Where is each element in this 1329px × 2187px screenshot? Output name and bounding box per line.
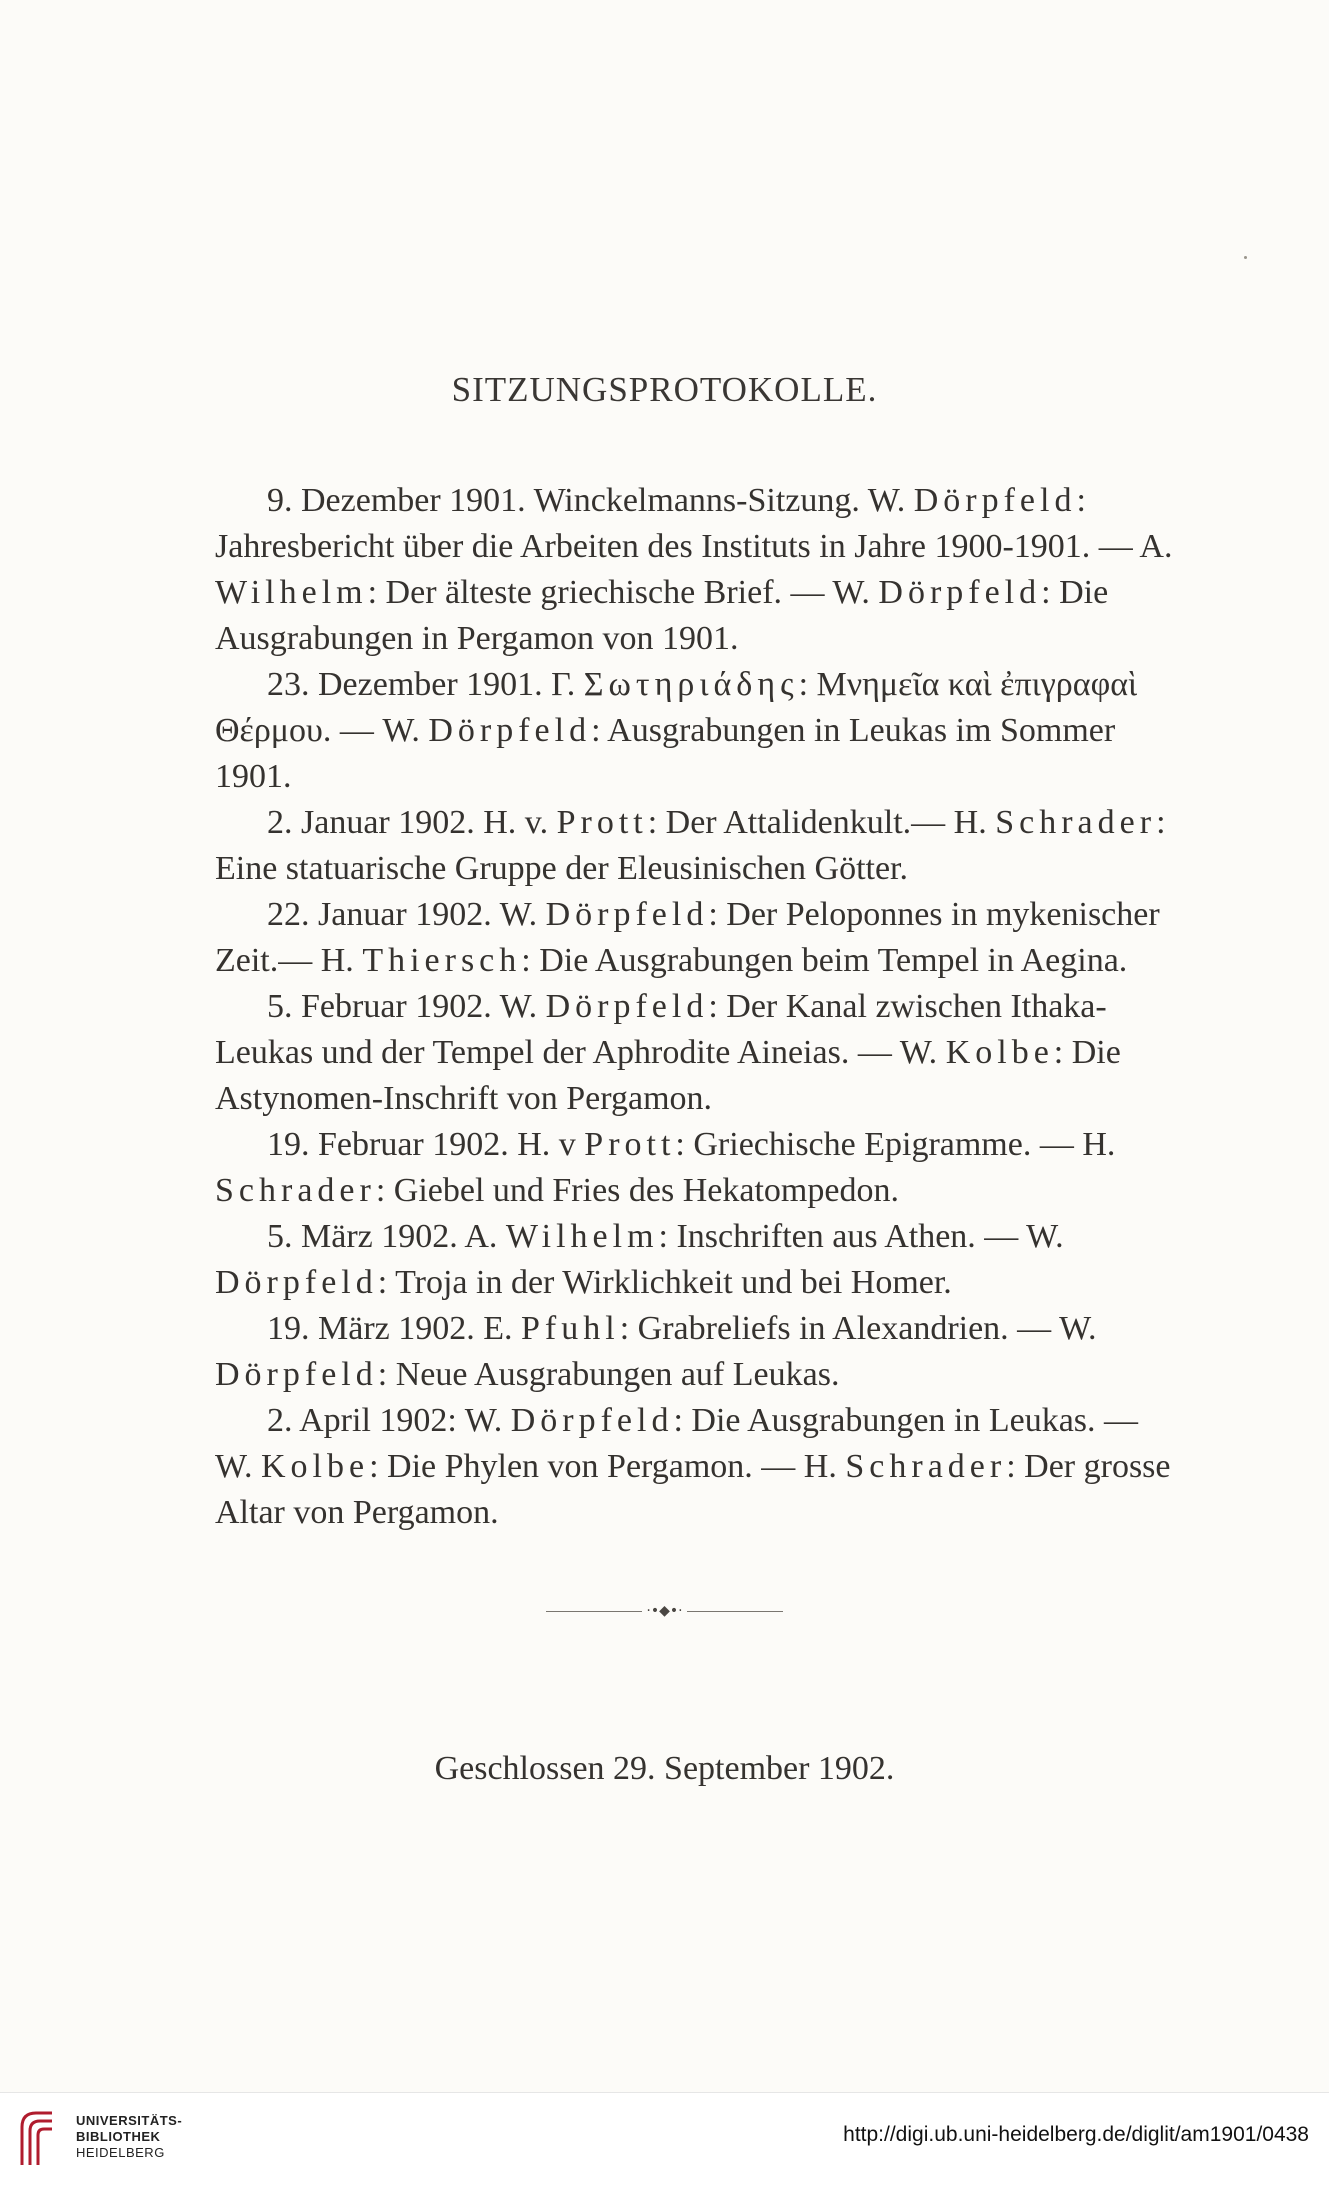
speaker-name: Schrader	[215, 1172, 376, 1209]
separator-rule	[687, 1611, 783, 1612]
speaker-name: Dörpfeld	[215, 1264, 378, 1301]
entry-text: : Troja in der Wirklichkeit und bei Homer.	[377, 1264, 952, 1301]
entry-text: : Der Kanal zwischen Ithaka-Leukas und der Tempel der Aphrodite Aineias. — W.	[215, 988, 1107, 1071]
ornament-icon: ·•◆•·	[646, 1603, 683, 1619]
speaker-name: Dörpfeld	[510, 1402, 674, 1439]
protocol-entry	[215, 1122, 1175, 1214]
library-name-line: HEIDELBERG	[76, 2145, 165, 2160]
entry-text: : Die Astynomen-Inschrift von Pergamon.	[215, 1034, 1121, 1117]
speaker-name: Dörpfeld	[545, 896, 709, 933]
source-url-link[interactable]: http://digi.ub.uni-heidelberg.de/diglit/am1901/0438	[843, 2123, 1309, 2146]
protocol-entry	[215, 800, 1175, 892]
dust-speck	[1244, 256, 1247, 259]
speaker-name: Wilhelm	[505, 1218, 659, 1255]
library-footer	[0, 2092, 1329, 2187]
speaker-name: Thiersch	[362, 942, 522, 979]
entry-text: : Griechische Epigramme. — H.	[675, 1126, 1116, 1163]
entry-text: : Die Ausgrabungen in Pergamon von 1901.	[215, 574, 1109, 657]
page-heading: SITZUNGSPROTOKOLLE.	[451, 370, 878, 409]
entry-date: 23. Dezember 1901. Γ.	[267, 666, 584, 703]
protocol-entry	[215, 1214, 1175, 1306]
entry-text: : Grabreliefs in Alexandrien. — W.	[619, 1310, 1097, 1347]
entry-text: : Giebel und Fries des Hekatompedon.	[375, 1172, 899, 1209]
speaker-name: Kolbe	[945, 1034, 1054, 1071]
speaker-name: Schrader	[845, 1448, 1007, 1485]
entry-text: : Der Attalidenkult.— H.	[647, 804, 996, 841]
entry-text: : Inschriften aus Athen. — W.	[658, 1218, 1064, 1255]
entry-text: : Der grosse Altar von Pergamon.	[215, 1448, 1171, 1531]
library-logo-icon	[14, 2107, 56, 2167]
protocol-entry	[215, 984, 1175, 1122]
entry-text: : Der älteste griechische Brief. — W.	[367, 574, 879, 611]
protocol-entry	[215, 892, 1175, 984]
entry-date: 19. März 1902. E.	[267, 1310, 522, 1347]
speaker-name: Dörpfeld	[215, 1356, 378, 1393]
entry-text: : Die Phylen von Pergamon. — H.	[369, 1448, 846, 1485]
speaker-name: Dörpfeld	[878, 574, 1042, 611]
ornamental-separator	[0, 1603, 1329, 1619]
entry-text: : Ausgrabungen in Leukas im Sommer 1901.	[215, 712, 1116, 795]
speaker-name: Prott	[556, 804, 648, 841]
closing-note: Geschlossen 29. September 1902.	[434, 1750, 895, 1787]
speaker-name: Prott	[584, 1126, 676, 1163]
protocol-entry	[215, 1398, 1175, 1536]
entry-date: 19. Februar 1902. H. v	[267, 1126, 585, 1163]
separator-rule	[546, 1611, 642, 1612]
entry-date: 5. März 1902. A.	[267, 1218, 506, 1255]
entry-date: 2. April 1902: W.	[267, 1402, 511, 1439]
entry-text: : Der Peloponnes in mykenischer Zeit.— H.	[215, 896, 1160, 979]
library-name-line: UNIVERSITÄTS-	[76, 2113, 183, 2128]
entry-text: : Jahresbericht über die Arbeiten des Instituts in Jahre 1900-1901. — A.	[215, 482, 1173, 565]
entry-date: 22. Januar 1902. W.	[267, 896, 546, 933]
speaker-name: Dörpfeld	[428, 712, 592, 749]
entry-text: : Eine statuarische Gruppe der Eleusinischen Götter.	[215, 804, 1166, 887]
speaker-name: Dörpfeld	[545, 988, 709, 1025]
protocol-entry	[215, 1306, 1175, 1398]
library-name-line: BIBLIOTHEK	[76, 2129, 161, 2144]
protocol-entries	[215, 478, 1175, 1536]
protocol-entry	[215, 478, 1175, 662]
speaker-name: Kolbe	[260, 1448, 370, 1485]
entry-date: 9. Dezember 1901. Winckelmanns-Sitzung. W.	[267, 482, 914, 519]
library-name	[76, 2113, 182, 2161]
entry-text: : Die Ausgrabungen in Leukas. — W.	[215, 1402, 1139, 1485]
speaker-name: Schrader	[995, 804, 1157, 841]
entry-date: 2. Januar 1902. H. v.	[267, 804, 557, 841]
speaker-name: Wilhelm	[215, 574, 368, 611]
speaker-name: Pfuhl	[521, 1310, 620, 1347]
entry-text: : Μνημεῖα καὶ ἐπιγραφαὶ Θέρμου. — W.	[215, 666, 1138, 749]
entry-text: : Die Ausgrabungen beim Tempel in Aegina.	[521, 942, 1128, 979]
speaker-name: Σωτηριάδης	[583, 666, 799, 703]
entry-text: : Neue Ausgrabungen auf Leukas.	[377, 1356, 840, 1393]
speaker-name: Dörpfeld	[913, 482, 1077, 519]
protocol-entry	[215, 662, 1175, 800]
entry-date: 5. Februar 1902. W.	[267, 988, 546, 1025]
